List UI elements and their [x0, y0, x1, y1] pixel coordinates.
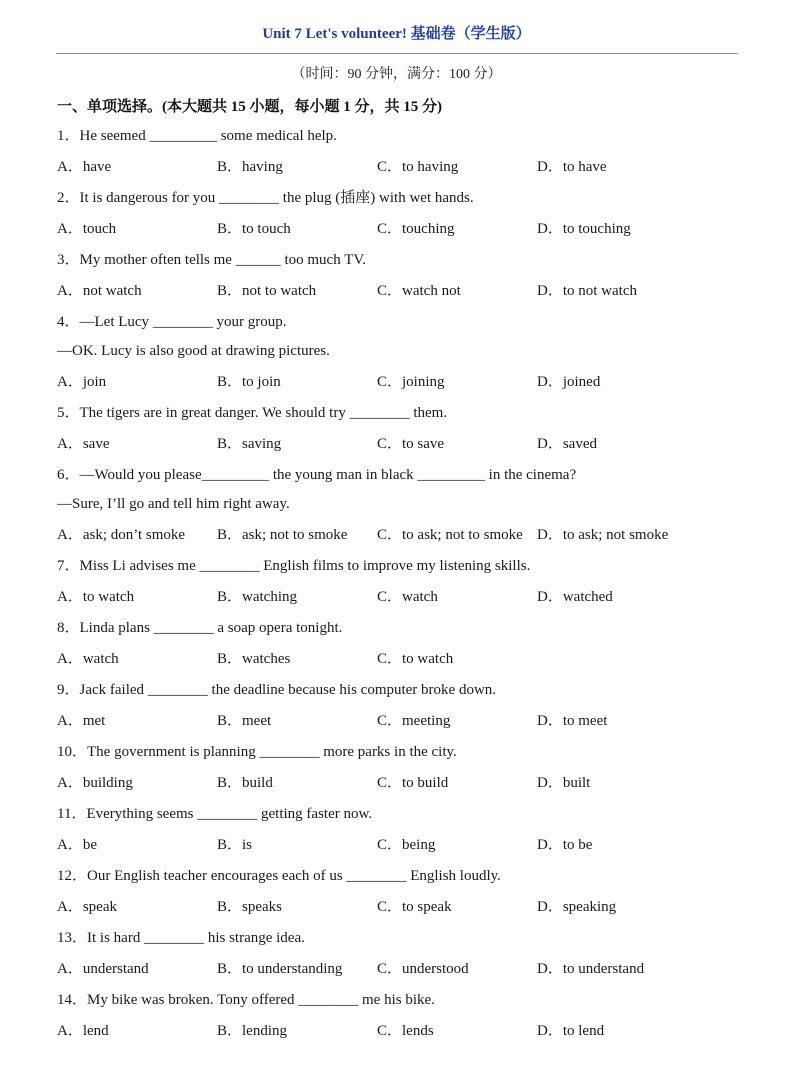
- answer-option[interactable]: B．to join: [217, 374, 281, 390]
- answer-option[interactable]: A．lend: [57, 1023, 109, 1039]
- options-row: [57, 1019, 757, 1043]
- question-stem: 11．Everything seems ________ getting faster now.: [57, 806, 373, 822]
- question-item: [57, 310, 757, 394]
- answer-option[interactable]: A．have: [57, 159, 112, 175]
- question-stem: 3．My mother often tells me ______ too much TV.: [57, 252, 367, 268]
- answer-option[interactable]: A．not watch: [57, 283, 142, 299]
- question-dialogue-line: —OK. Lucy is also good at drawing pictures.: [57, 343, 330, 359]
- answer-option[interactable]: C．to build: [377, 775, 449, 791]
- options-row: [57, 709, 757, 733]
- options-row: [57, 895, 757, 919]
- answer-option[interactable]: C．to having: [377, 159, 459, 175]
- question-stem: 5．The tigers are in great danger. We should try ________ them.: [57, 405, 448, 421]
- question-stem: 13．It is hard ________ his strange idea.: [57, 930, 305, 946]
- header-divider: [56, 53, 738, 54]
- answer-option[interactable]: A．met: [57, 713, 106, 729]
- answer-option[interactable]: D．to understand: [537, 961, 645, 977]
- question-stem: 9．Jack failed ________ the deadline because his computer broke down.: [57, 682, 497, 698]
- answer-option[interactable]: D．to be: [537, 837, 593, 853]
- question-item: [57, 124, 757, 179]
- answer-option[interactable]: A．to watch: [57, 589, 135, 605]
- question-item: [57, 186, 757, 241]
- answer-option[interactable]: B．to touch: [217, 221, 291, 237]
- answer-option[interactable]: A．touch: [57, 221, 117, 237]
- answer-option[interactable]: B．lending: [217, 1023, 287, 1039]
- answer-option[interactable]: C．to watch: [377, 651, 454, 667]
- question-item: [57, 463, 757, 547]
- question-item: [57, 616, 757, 671]
- document-title: Unit 7 Let's volunteer! 基础卷（学生版）: [262, 26, 531, 42]
- answer-option[interactable]: D．to have: [537, 159, 607, 175]
- answer-option[interactable]: C．to ask; not to smoke: [377, 527, 523, 543]
- answer-option[interactable]: A．building: [57, 775, 133, 791]
- question-item: [57, 864, 757, 919]
- answer-option[interactable]: B．to understanding: [217, 961, 343, 977]
- answer-option[interactable]: D．to touching: [537, 221, 631, 237]
- answer-option[interactable]: C．watch not: [377, 283, 461, 299]
- answer-option[interactable]: A．join: [57, 374, 107, 390]
- options-row: [57, 155, 757, 179]
- answer-option[interactable]: B．meet: [217, 713, 272, 729]
- options-row: [57, 432, 757, 456]
- answer-option[interactable]: A．ask; don’t smoke: [57, 527, 186, 543]
- answer-option[interactable]: B．saving: [217, 436, 282, 452]
- question-stem: 6．—Would you please_________ the young man in black _________ in the cinema?: [57, 467, 577, 483]
- answer-option[interactable]: A．speak: [57, 899, 117, 915]
- answer-option[interactable]: B．not to watch: [217, 283, 317, 299]
- answer-option[interactable]: A．understand: [57, 961, 149, 977]
- answer-option[interactable]: D．saved: [537, 436, 597, 452]
- options-row: [57, 647, 757, 671]
- answer-option[interactable]: A．be: [57, 837, 97, 853]
- answer-option[interactable]: D．speaking: [537, 899, 617, 915]
- section-heading: 一、单项选择。(本大题共 15 小题，每小题 1 分，共 15 分): [57, 99, 442, 115]
- answer-option[interactable]: D．to not watch: [537, 283, 637, 299]
- options-row: [57, 833, 757, 857]
- options-row: [57, 370, 757, 394]
- answer-option[interactable]: D．to lend: [537, 1023, 605, 1039]
- question-stem: 4．—Let Lucy ________ your group.: [57, 314, 287, 330]
- options-row: [57, 217, 757, 241]
- question-item: [57, 802, 757, 857]
- answer-option[interactable]: B．watches: [217, 651, 291, 667]
- question-stem: 1．He seemed _________ some medical help.: [57, 128, 337, 144]
- options-row: [57, 957, 757, 981]
- question-item: [57, 401, 757, 456]
- options-row: [57, 279, 757, 303]
- answer-option[interactable]: C．watch: [377, 589, 438, 605]
- answer-option[interactable]: D．to ask; not smoke: [537, 527, 669, 543]
- answer-option[interactable]: D．to meet: [537, 713, 608, 729]
- answer-option[interactable]: C．understood: [377, 961, 469, 977]
- question-list: [57, 124, 757, 1050]
- options-row: [57, 585, 757, 609]
- answer-option[interactable]: C．being: [377, 837, 436, 853]
- answer-option[interactable]: B．is: [217, 837, 253, 853]
- options-row: [57, 523, 757, 547]
- question-dialogue-line: —Sure, I’ll go and tell him right away.: [57, 496, 290, 512]
- answer-option[interactable]: A．save: [57, 436, 110, 452]
- question-item: [57, 926, 757, 981]
- answer-option[interactable]: D．watched: [537, 589, 613, 605]
- question-stem: 8．Linda plans ________ a soap opera tonight.: [57, 620, 343, 636]
- answer-option[interactable]: D．joined: [537, 374, 601, 390]
- question-stem: 2．It is dangerous for you ________ the plug (插座) with wet hands.: [57, 190, 474, 206]
- question-item: [57, 248, 757, 303]
- question-item: [57, 988, 757, 1043]
- answer-option[interactable]: C．touching: [377, 221, 455, 237]
- question-item: [57, 678, 757, 733]
- answer-option[interactable]: B．having: [217, 159, 283, 175]
- answer-option[interactable]: B．build: [217, 775, 273, 791]
- answer-option[interactable]: B．speaks: [217, 899, 282, 915]
- answer-option[interactable]: C．meeting: [377, 713, 451, 729]
- question-stem: 12．Our English teacher encourages each of us ________ English loudly.: [57, 868, 501, 884]
- answer-option[interactable]: C．to speak: [377, 899, 452, 915]
- answer-option[interactable]: C．to save: [377, 436, 445, 452]
- answer-option[interactable]: C．joining: [377, 374, 445, 390]
- answer-option[interactable]: A．watch: [57, 651, 119, 667]
- answer-option[interactable]: D．built: [537, 775, 591, 791]
- question-item: [57, 740, 757, 795]
- question-stem: 14．My bike was broken. Tony offered ________ me his bike.: [57, 992, 435, 1008]
- answer-option[interactable]: C．lends: [377, 1023, 434, 1039]
- question-stem: 7．Miss Li advises me ________ English films to improve my listening skills.: [57, 558, 531, 574]
- question-item: [57, 554, 757, 609]
- question-stem: 10．The government is planning ________ more parks in the city.: [57, 744, 457, 760]
- answer-option[interactable]: B．ask; not to smoke: [217, 527, 348, 543]
- time-info: （时间：90 分钟，满分：100 分）: [291, 67, 502, 82]
- answer-option[interactable]: B．watching: [217, 589, 297, 605]
- options-row: [57, 771, 757, 795]
